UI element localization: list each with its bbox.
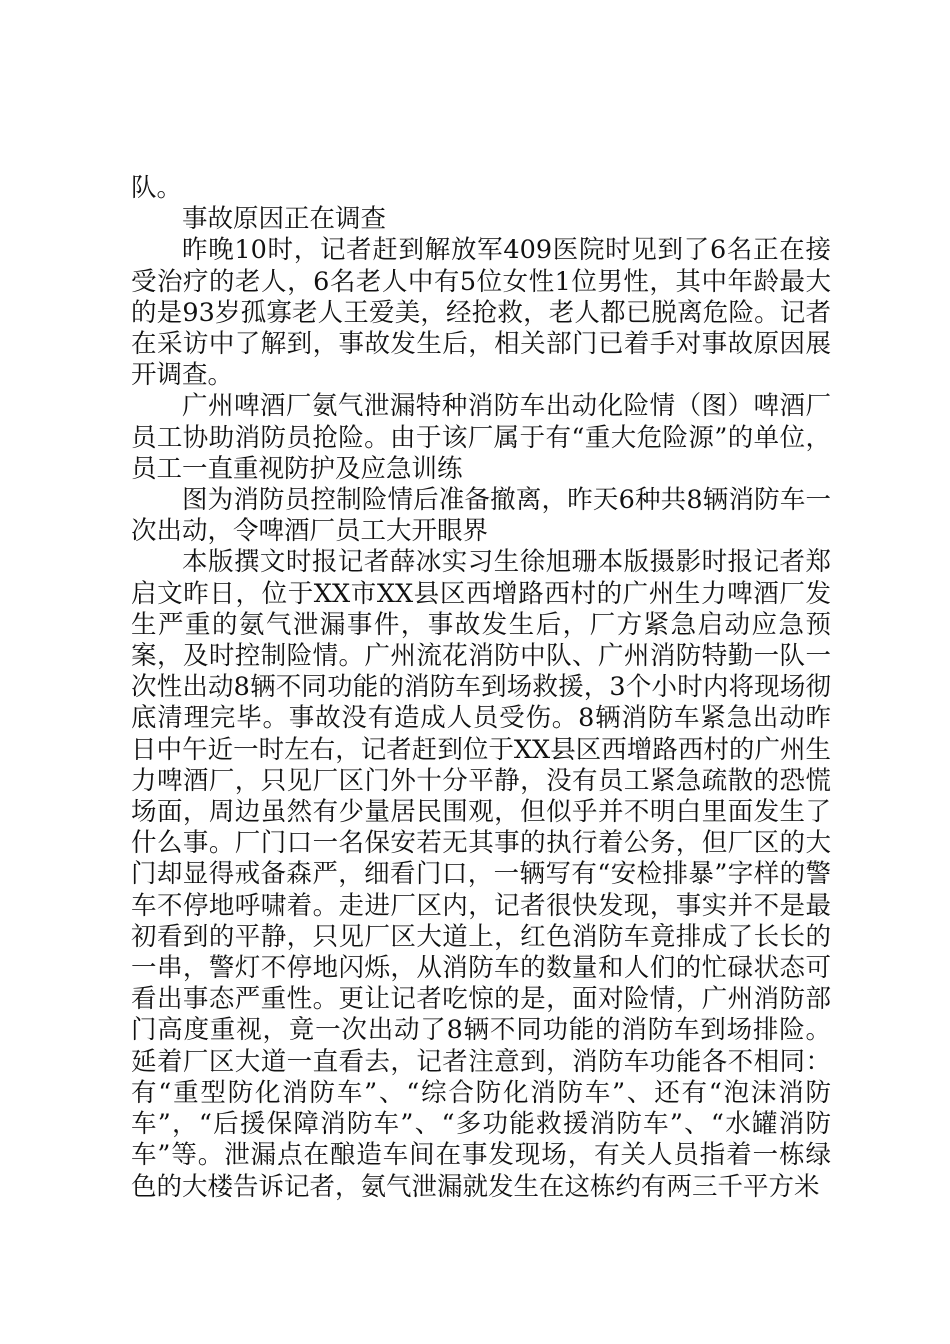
photo-caption-headline: 广州啤酒厂氨气泄漏特种消防车出动化险情（图）啤酒厂员工协助消防员抢险。由于该厂属于有“重大危险源”的单位，员工一直重视防护及应急训练 [131, 391, 831, 484]
paragraph-continuation: 队。 [131, 173, 183, 203]
article-body [131, 173, 831, 1203]
paragraph: 昨晚10时，记者赶到解放军409医院时见到了6名正在接受治疗的老人，6名老人中有5位女性1位男性，其中年龄最大的是93岁孤寡老人王爱美，经抢救，老人都已脱离危险。记者在采访中了解到，事故发生后，相关部门已着手对事故原因展开调查。 [131, 235, 831, 391]
section-heading: 事故原因正在调查 [182, 204, 387, 235]
photo-caption: 图为消防员控制险情后准备撤离，昨天6种共8辆消防车一次出动，令啤酒厂员工大开眼界 [131, 485, 831, 547]
paragraph: 本版撰文时报记者薛冰实习生徐旭珊本版摄影时报记者郑启文昨日，位于XX市XX县区西增路西村的广州生力啤酒厂发生严重的氨气泄漏事件，事故发生后，厂方紧急启动应急预案，及时控制险情。广州流花消防中队、广州消防特勤一队一次性出动8辆不同功能的消防车到场救援，3个小时内将现场彻底清理完毕。事故没有造成人员受伤。8辆消防车紧急出动昨日中午近一时左右，记者赶到位于XX县区西增路西村的广州生力啤酒厂，只见厂区门外十分平静，没有员工紧急疏散的恐慌场面，周边虽然有少量居民围观，但似乎并不明白里面发生了什么事。厂门口一名保安若无其事的执行着公务，但厂区的大门却显得戒备森严，细看门口，一辆写有“安检排暴”字样的警车不停地呼啸着。走进厂区内，记者很快发现，事实并不是最初看到的平静，只见厂区大道上，红色消防车竟排成了长长的一串，警灯不停地闪烁，从消防车的数量和人们的忙碌状态可看出事态严重性。更让记者吃惊的是，面对险情，广州消防部门高度重视，竟一次出动了8辆不同功能的消防车到场排险。延着厂区大道一直看去，记者注意到，消防车功能各不相同：有“重型防化消防车”、“综合防化消防车”、还有“泡沫消防车”，“后援保障消防车”、“多功能救援消防车”、“水罐消防车”等。泄漏点在酿造车间在事发现场，有关人员指着一栋绿色的大楼告诉记者，氨气泄漏就发生在这栋约有两三千平方米 [131, 547, 831, 1202]
